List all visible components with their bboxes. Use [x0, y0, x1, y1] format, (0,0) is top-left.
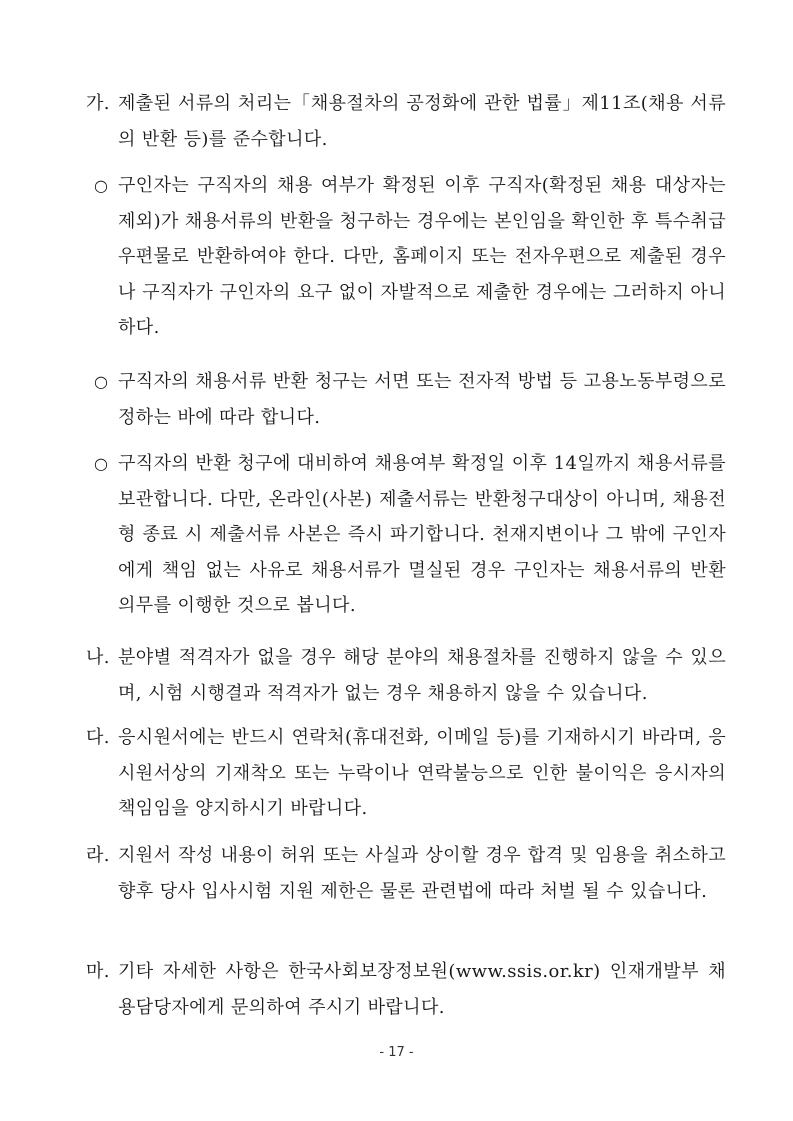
item-text: 제출된 서류의 처리는「채용절차의 공정화에 관한 법률」제11조(채용 서류의 반환 등)를 준수합니다. — [118, 93, 726, 150]
bullet-item — [94, 168, 726, 346]
circle-bullet-icon: ○ — [94, 176, 109, 195]
item-marker: 가. — [86, 93, 110, 114]
item-text: 응시원서에는 반드시 연락처(휴대전화, 이메일 등)를 기재하시기 바라며, 응시원서상의 기재착오 또는 누락이나 연락불능으로 인한 불이익은 응시자의 책임임을 양지하시기 바랍니다. — [118, 727, 726, 819]
item-marker: 다. — [86, 727, 110, 748]
item-marker: 라. — [86, 845, 110, 866]
bullet-text: 구직자의 채용서류 반환 청구는 서면 또는 전자적 방법 등 고용노동부령으로 정하는 바에 따라 합니다. — [118, 371, 726, 428]
section-item-ma — [86, 954, 726, 1025]
section-item-ga — [86, 86, 726, 157]
section-item-ra — [86, 838, 726, 909]
bullet-item — [94, 364, 726, 435]
bullet-item — [94, 446, 726, 624]
bullet-text: 구직자의 반환 청구에 대비하여 채용여부 확정일 이후 14일까지 채용서류를 보관합니다. 다만, 온라인(사본) 제출서류는 반환청구대상이 아니며, 채용전형 종료 시 제출서류 사본은 즉시 파기합니다. 천재지변이나 그 밖에 구인자에게 책임 없는 사유로 채용서류가 멸실된 경우 구인자는 채용서류의 반환 의무를 이행한 것으로 봅니다. — [118, 453, 726, 616]
item-text: 기타 자세한 사항은 한국사회보장정보원(www.ssis.or.kr) 인재개발부 채용담당자에게 문의하여 주시기 바랍니다. — [118, 961, 726, 1018]
section-item-na — [86, 640, 726, 711]
section-item-da — [86, 720, 726, 827]
circle-bullet-icon: ○ — [94, 372, 109, 391]
item-marker: 마. — [86, 961, 110, 982]
item-text: 분야별 적격자가 없을 경우 해당 분야의 채용절차를 진행하지 않을 수 있으며, 시험 시행결과 적격자가 없는 경우 채용하지 않을 수 있습니다. — [118, 647, 726, 704]
page-number: - 17 - — [379, 1045, 414, 1060]
bullet-text: 구인자는 구직자의 채용 여부가 확정된 이후 구직자(확정된 채용 대상자는 제외)가 채용서류의 반환을 청구하는 경우에는 본인임을 확인한 후 특수취급우편물로 반환하여야 한다. 다만, 홈페이지 또는 전자우편으로 제출된 경우나 구직자가 구인자의 요구 없이 자발적으로 제출한 경우에는 그러하지 아니하다. — [118, 175, 726, 338]
item-marker: 나. — [86, 647, 110, 668]
item-text: 지원서 작성 내용이 허위 또는 사실과 상이할 경우 합격 및 임용을 취소하고 향후 당사 입사시험 지원 제한은 물론 관련법에 따라 처벌 될 수 있습니다. — [118, 845, 726, 902]
circle-bullet-icon: ○ — [94, 454, 109, 473]
